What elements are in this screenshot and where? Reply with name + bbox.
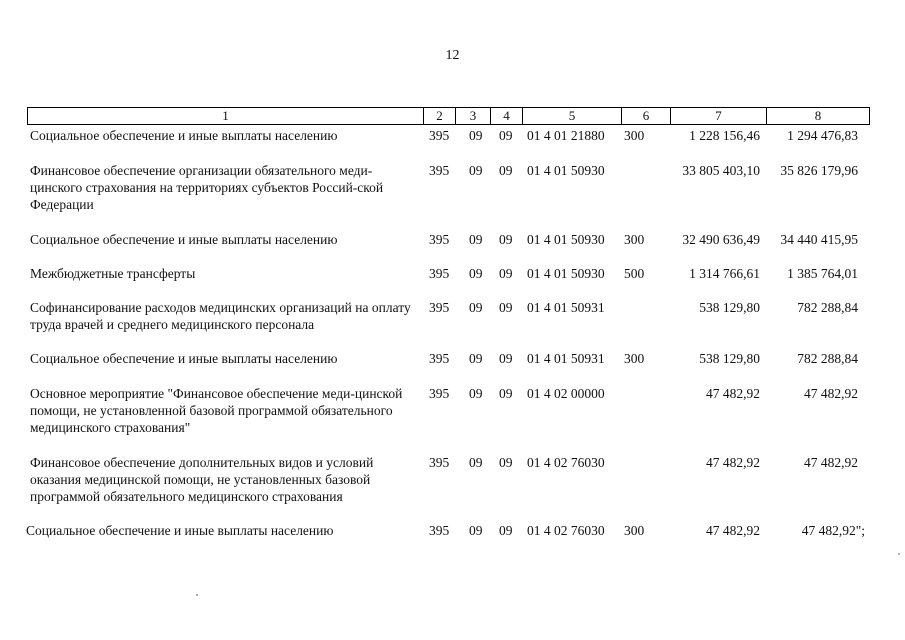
row-col-3: 09 <box>469 351 483 366</box>
row-col-3: 09 <box>469 163 483 178</box>
row-col-5: 01 4 01 50930 <box>527 163 605 178</box>
row-col-5: 01 4 02 00000 <box>527 386 605 401</box>
row-description: Основное мероприятие "Финансовое обеспечение меди-цинской помощи, не установленной базовой программой обязательного медицинского страхования" <box>30 386 403 435</box>
row-col-8: 1 385 764,01 <box>787 266 858 281</box>
row-col-7: 47 482,92 <box>706 523 760 538</box>
row-col-2: 395 <box>429 232 450 247</box>
row-col-5: 01 4 02 76030 <box>527 455 605 470</box>
row-col-7: 33 805 403,10 <box>682 163 760 178</box>
row-col-3: 09 <box>469 455 483 470</box>
row-description: Финансовое обеспечение организации обязательного меди-цинского страхования на территориях субъектов Россий-ской Федерации <box>30 163 384 212</box>
row-col-8: 782 288,84 <box>797 351 858 366</box>
row-col-8: 47 482,92 <box>804 455 858 470</box>
row-col-7: 47 482,92 <box>706 455 760 470</box>
row-col-3: 09 <box>469 128 483 143</box>
row-col-4: 09 <box>499 523 513 538</box>
row-col-3: 09 <box>469 386 483 401</box>
row-col-2: 395 <box>429 386 450 401</box>
row-description: Социальное обеспечение и иные выплаты населению <box>30 128 338 143</box>
row-col-2: 395 <box>429 163 450 178</box>
row-col-7: 47 482,92 <box>706 386 760 401</box>
row-col-5: 01 4 01 50930 <box>527 232 605 247</box>
row-col-5: 01 4 01 21880 <box>527 128 605 143</box>
row-col-8: 34 440 415,95 <box>780 232 858 247</box>
row-col-4: 09 <box>499 163 513 178</box>
row-col-2: 395 <box>429 266 450 281</box>
scan-speck <box>898 553 900 555</box>
row-col-2: 395 <box>429 128 450 143</box>
row-col-4: 09 <box>499 300 513 315</box>
scan-speck <box>196 594 198 596</box>
header-col-2: 2 <box>423 108 455 124</box>
row-col-2: 395 <box>429 455 450 470</box>
row-col-5: 01 4 01 50931 <box>527 351 605 366</box>
row-col-8: 35 826 179,96 <box>780 163 858 178</box>
row-col-6: 300 <box>624 523 645 538</box>
row-col-7: 538 129,80 <box>699 300 760 315</box>
row-col-4: 09 <box>499 386 513 401</box>
row-col-3: 09 <box>469 300 483 315</box>
row-col-6: 300 <box>624 232 645 247</box>
row-col-2: 395 <box>429 523 450 538</box>
row-col-2: 395 <box>429 351 450 366</box>
row-col-3: 09 <box>469 523 483 538</box>
row-col-8: 782 288,84 <box>797 300 858 315</box>
row-description: Софинансирование расходов медицинских организаций на оплату труда врачей и среднего медицинского персонала <box>30 300 411 332</box>
row-col-4: 09 <box>499 266 513 281</box>
header-col-4: 4 <box>490 108 522 124</box>
row-col-7: 538 129,80 <box>699 351 760 366</box>
row-col-4: 09 <box>499 351 513 366</box>
row-col-8: 47 482,92 <box>804 386 858 401</box>
page-number: 12 <box>445 48 460 63</box>
row-col-4: 09 <box>499 128 513 143</box>
row-description: Социальное обеспечение и иные выплаты населению <box>30 232 338 247</box>
row-col-5: 01 4 01 50930 <box>527 266 605 281</box>
row-col-8: 47 482,92"; <box>801 523 865 538</box>
header-col-5: 5 <box>522 108 621 124</box>
row-col-7: 1 228 156,46 <box>689 128 760 143</box>
row-col-6: 500 <box>624 266 645 281</box>
header-col-6: 6 <box>621 108 670 124</box>
row-col-5: 01 4 01 50931 <box>527 300 605 315</box>
header-col-7: 7 <box>670 108 766 124</box>
row-col-7: 32 490 636,49 <box>682 232 760 247</box>
row-col-2: 395 <box>429 300 450 315</box>
row-col-3: 09 <box>469 232 483 247</box>
row-col-5: 01 4 02 76030 <box>527 523 605 538</box>
row-col-3: 09 <box>469 266 483 281</box>
header-col-3: 3 <box>455 108 490 124</box>
row-col-8: 1 294 476,83 <box>787 128 858 143</box>
row-col-6: 300 <box>624 128 645 143</box>
header-col-1: 1 <box>222 108 229 123</box>
row-description: Социальное обеспечение и иные выплаты населению <box>26 523 334 538</box>
row-description: Межбюджетные трансферты <box>30 266 196 281</box>
header-col-8: 8 <box>766 108 869 124</box>
row-col-4: 09 <box>499 455 513 470</box>
row-description: Социальное обеспечение и иные выплаты населению <box>30 351 338 366</box>
row-col-6: 300 <box>624 351 645 366</box>
row-col-7: 1 314 766,61 <box>689 266 760 281</box>
table-header <box>27 107 870 125</box>
row-description: Финансовое обеспечение дополнительных видов и условий оказания медицинской помощи, не установленных базовой программой обязательного медицинского страхования <box>30 455 374 504</box>
row-col-4: 09 <box>499 232 513 247</box>
